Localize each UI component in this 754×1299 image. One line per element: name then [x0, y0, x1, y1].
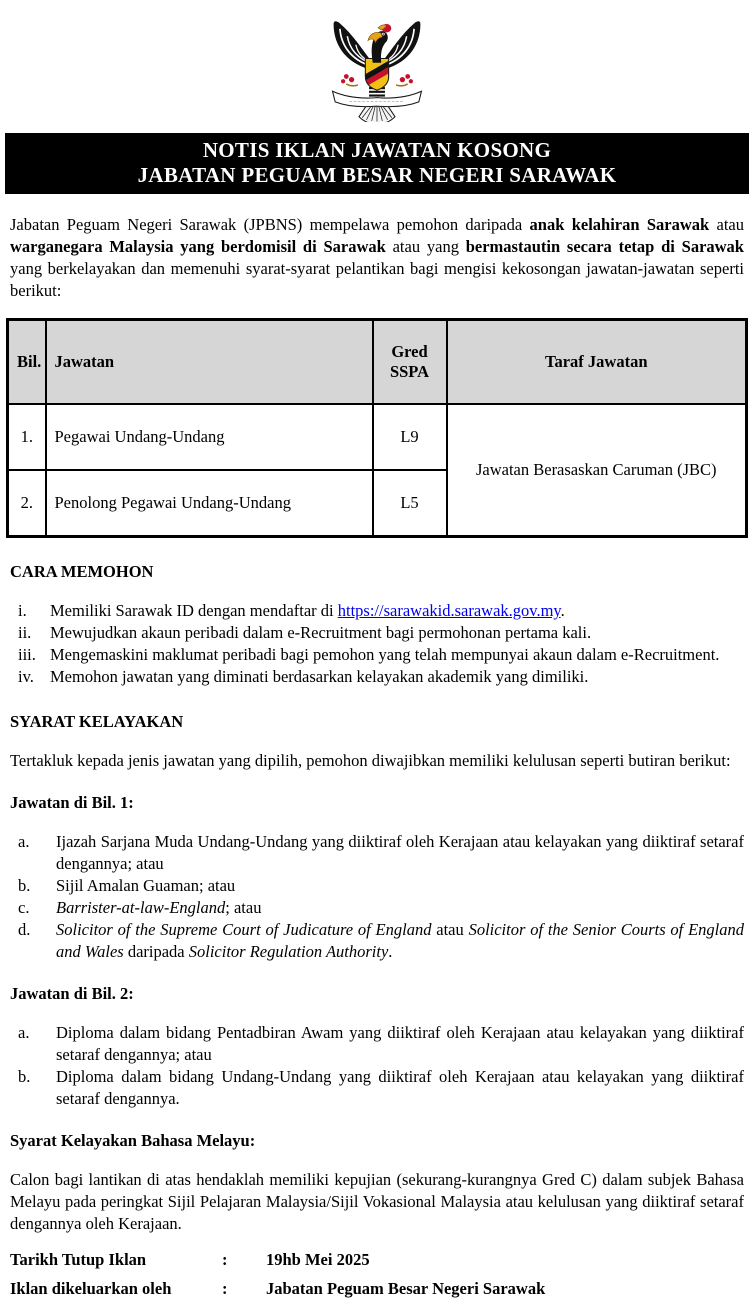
table-header-row: [8, 320, 747, 405]
list-marker: iii.: [18, 645, 36, 664]
list-item-text: Memohon jawatan yang diminati berdasarkan kelayakan akademik yang dimiliki.: [50, 667, 589, 686]
footer-label: Tarikh Tutup Iklan: [10, 1250, 147, 1269]
list-marker: b.: [18, 876, 31, 895]
list-marker: i.: [18, 601, 27, 620]
table-header-taraf: Taraf Jawatan: [447, 320, 747, 405]
list-item: [10, 622, 744, 644]
list-item-text: Solicitor of the Supreme Court of Judicature of England atau Solicitor of the Senior Courts of England and Wales daripada Solicitor Regulation Authority.: [56, 920, 744, 961]
subheading-jawatan-bil-2: Jawatan di Bil. 2:: [10, 984, 134, 1003]
cara-memohon-list: [10, 600, 744, 688]
vacancies-table: [6, 318, 748, 538]
bil1-requirements-list: [10, 831, 744, 963]
table-header-jawatan: Jawatan: [46, 320, 373, 405]
list-item-text: Diploma dalam bidang Undang-Undang yang diiktiraf oleh Kerajaan atau kelayakan yang diiktiraf setaraf dengannya.: [56, 1067, 744, 1108]
list-item: [10, 600, 744, 622]
subheading-jawatan-bil-1: Jawatan di Bil. 1:: [10, 793, 134, 812]
footer-row-tarikh-tutup: [10, 1250, 744, 1270]
list-marker: ii.: [18, 623, 32, 642]
cell-taraf-merged: Jawatan Berasaskan Caruman (JBC): [447, 404, 747, 537]
list-item: [10, 644, 744, 666]
footer-colon: :: [222, 1250, 228, 1269]
title-banner: [5, 133, 749, 194]
list-item-text: Ijazah Sarjana Muda Undang-Undang yang diiktiraf oleh Kerajaan atau kelayakan yang diiktiraf setaraf dengannya; atau: [56, 832, 744, 873]
crest-container: [10, 14, 744, 127]
bil2-requirements-list: [10, 1022, 744, 1110]
list-item-text: Diploma dalam bidang Pentadbiran Awam yang diiktiraf oleh Kerajaan atau kelayakan yang diiktiraf setaraf dengannya; atau: [56, 1023, 744, 1064]
banner-line-1: NOTIS IKLAN JAWATAN KOSONG: [202, 138, 552, 162]
footer-value: Jabatan Peguam Besar Negeri Sarawak: [266, 1279, 546, 1298]
list-item: [10, 666, 744, 688]
list-item-text: Barrister-at-law-England; atau: [56, 898, 262, 917]
list-item: [10, 897, 744, 919]
section-heading-cara-memohon: CARA MEMOHON: [10, 562, 154, 581]
list-marker: a.: [18, 832, 30, 851]
table-header-gred: Gred SSPA: [373, 320, 447, 405]
list-item-text: Mewujudkan akaun peribadi dalam e-Recruitment bagi permohonan pertama kali.: [50, 623, 592, 642]
list-marker: iv.: [18, 667, 34, 686]
footer-colon: :: [222, 1279, 228, 1298]
list-item: [10, 1066, 744, 1110]
list-item: [10, 1022, 744, 1066]
list-item: [10, 919, 744, 963]
footer-value: 19hb Mei 2025: [266, 1250, 370, 1269]
cell-jawatan: Pegawai Undang-Undang: [46, 404, 373, 470]
list-item-text: Mengemaskini maklumat peribadi bagi pemohon yang telah mempunyai akaun dalam e-Recruitment.: [50, 645, 720, 664]
table-header-bil: Bil.: [8, 320, 46, 405]
list-item-text: Memiliki Sarawak ID dengan mendaftar di https://sarawakid.sarawak.gov.my.: [50, 601, 565, 620]
syarat-intro-paragraph: Tertakluk kepada jenis jawatan yang dipilih, pemohon diwajibkan memiliki kelulusan seperti butiran berikut:: [10, 751, 731, 770]
list-marker: b.: [18, 1067, 31, 1086]
table-row: [8, 404, 747, 470]
subheading-bahasa-melayu: Syarat Kelayakan Bahasa Melayu:: [10, 1131, 256, 1150]
banner-line-2: JABATAN PEGUAM BESAR NEGERI SARAWAK: [137, 163, 617, 187]
list-item: [10, 831, 744, 875]
section-heading-syarat-kelayakan: SYARAT KELAYAKAN: [10, 712, 184, 731]
footer-row-iklan-dikeluarkan: [10, 1279, 744, 1299]
cell-jawatan: Penolong Pegawai Undang-Undang: [46, 470, 373, 537]
cell-gred: L9: [373, 404, 447, 470]
bahasa-paragraph: Calon bagi lantikan di atas hendaklah memiliki kepujian (sekurang-kurangnya Gred C) dalam subjek Bahasa Melayu pada peringkat Sijil Pelajaran Malaysia/Sijil Vokasional Malaysia atau kelulusan yang diiktiraf setaraf dengannya oleh Kerajaan.: [10, 1170, 744, 1233]
list-item: [10, 875, 744, 897]
list-marker: c.: [18, 898, 30, 917]
list-marker: d.: [18, 920, 31, 939]
sarawak-id-link[interactable]: https://sarawakid.sarawak.gov.my: [337, 601, 561, 620]
footer-label: Iklan dikeluarkan oleh: [10, 1279, 172, 1298]
intro-paragraph: Jabatan Peguam Negeri Sarawak (JPBNS) mempelawa pemohon daripada anak kelahiran Sarawak atau warganegara Malaysia yang berdomisil di Sarawak atau yang bermastautin secara tetap di Sarawak yang berkelayakan dan memenuhi syarat-syarat pelantikan bagi mengisi kekosongan jawatan-jawatan seperti berikut:: [10, 215, 745, 300]
cell-gred: L5: [373, 470, 447, 537]
sarawak-crest-logo: [318, 14, 436, 122]
list-item-text: Sijil Amalan Guaman; atau: [56, 876, 236, 895]
list-marker: a.: [18, 1023, 30, 1042]
cell-bil: 1.: [8, 404, 46, 470]
footer-info: [10, 1250, 744, 1299]
cell-bil: 2.: [8, 470, 46, 537]
